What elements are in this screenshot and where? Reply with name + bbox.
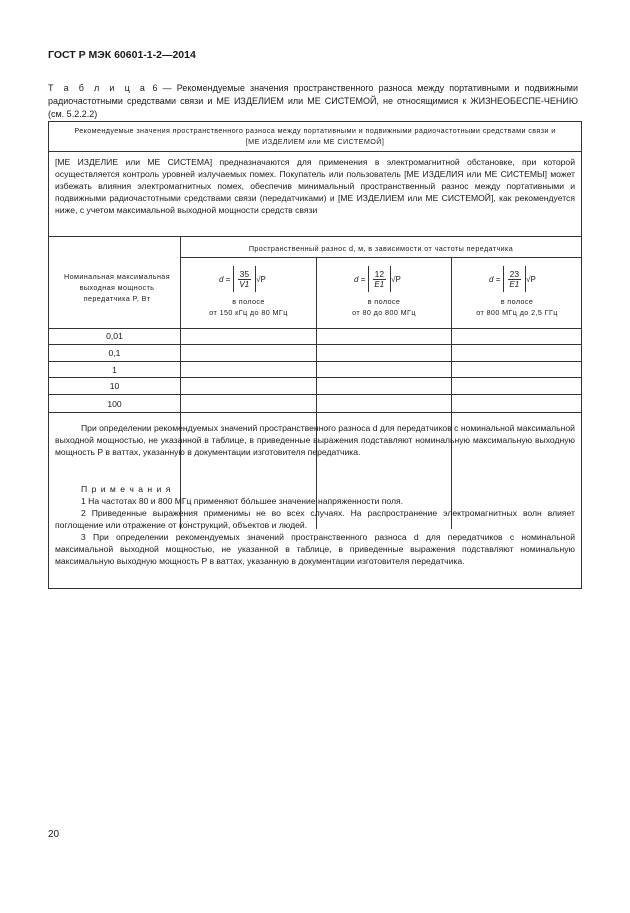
footer-paragraph: При определении рекомендуемых значений пространственного разноса d для передатчиков с номинальной максимальной выходной мощностью, не указанной в таблице, в приведенные выражения подставляют номинальную максимальную выходную мощность P в ваттах, указанную в документации изготовителя передатчика. <box>55 423 575 457</box>
document-header: ГОСТ Р МЭК 60601-1-2—2014 <box>48 49 196 61</box>
caption-text: 6 — Рекомендуемые значения пространственного разноса между портативными и подвижными радиочастотными средствами связи и МЕ ИЗДЕЛИЕМ или МЕ СИСТЕМОЙ, не относящимися к ЖИЗНЕОБЕСПЕ-ЧЕНИЮ (см. 5.2.2.2) <box>48 83 578 119</box>
band-1: в полосе от 150 кГц до 80 МГц <box>209 297 288 317</box>
caption-label: Т а б л и ц а <box>48 83 148 93</box>
table-caption <box>48 82 578 121</box>
note-item: 1 На частотах 80 и 800 МГц применяют бóльшее значение напряженности поля. <box>81 496 404 506</box>
table-row <box>49 378 581 395</box>
power-value: 1 <box>112 365 117 375</box>
table-row <box>49 395 581 413</box>
note-item: 2 Приведенные выражения применимы не во всех случаях. На распространение электромагнитных волн влияет поглощение или отражение от конструкций, объектов и людей. <box>55 508 575 530</box>
notes-title: П р и м е ч а н и я <box>81 484 172 494</box>
table-title: Рекомендуемые значения пространственного разноса между портативными и подвижными радиочастотными средствами связи и [МЕ ИЗДЕЛИЕМ или МЕ СИСТЕМОЙ] <box>74 126 556 146</box>
power-value: 100 <box>107 399 122 409</box>
note-item: 3 При определении рекомендуемых значений пространственного разноса d для передатчиков с номинальной максимальной выходной мощностью, не указанной в таблице, в приведенные выражения подставляют номинальную максимальную выходную мощность P в ваттах, указанную в документации изготовителя передатчика. <box>55 532 575 566</box>
rowhead-power: Номинальная максимальная выходная мощность передатчика P, Вт <box>63 272 170 303</box>
separation-table <box>48 121 582 589</box>
page-number: 20 <box>48 829 60 840</box>
power-value: 10 <box>109 381 120 391</box>
band-3: в полосе от 800 МГц до 2,5 ГГц <box>476 297 558 317</box>
notes-block <box>55 483 575 567</box>
table-row <box>49 362 581 378</box>
formula-1: d = $\frac{35}{V1}$ √P <box>219 266 266 292</box>
power-value: 0,01 <box>106 331 123 341</box>
band-2: в полосе от 80 до 800 МГц <box>352 297 416 317</box>
table-row <box>49 328 581 345</box>
power-value: 0,1 <box>108 348 121 358</box>
group-header: Пространственный разнос d, м, в зависимости от частоты передатчика <box>248 244 514 253</box>
table-row <box>49 345 581 362</box>
formula-2: d = $\frac{12}{E1}$ √P <box>354 266 401 292</box>
table-intro-row <box>49 152 581 237</box>
formula-3: d = $\frac{23}{E1}$ √P <box>489 266 536 292</box>
table-title-row <box>49 122 581 152</box>
table-intro: [МЕ ИЗДЕЛИЕ или МЕ СИСТЕМА] предназначаются для применения в электромагнитной обстановке, при которой осуществляется контроль уровней излучаемых помех. Покупатель или пользователь [МЕ ИЗДЕЛИЯ или МЕ СИСТЕМЫ] может избежать влияния электромагнитных помех, обеспечив минимальный пространственный разнос между портативными и подвижными радиочастотными средствами связи (передатчиками) и [МЕ ИЗДЕЛИЕМ или МЕ СИСТЕМОЙ], как рекомендуется ниже, с учетом максимальной выходной мощности средств связи <box>55 157 575 215</box>
